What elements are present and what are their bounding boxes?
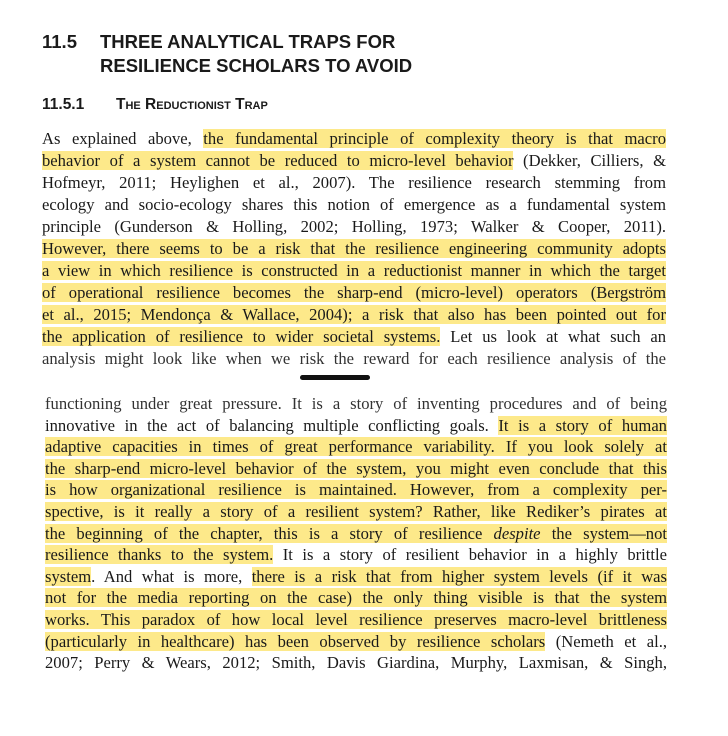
text-line	[45, 501, 667, 523]
subsection-title: The Reductionist Trap	[116, 96, 268, 113]
text-segment: 2007; Perry & Wears, 2012; Smith, Davis Giardina, Murphy, Laxmisan, & Singh,	[45, 653, 667, 673]
text-segment: ecology and socio-ecology shares this notion of emergence as a fundamental system	[42, 195, 666, 214]
text-line	[42, 150, 666, 172]
page1-body-text	[42, 128, 666, 368]
text-line	[42, 326, 666, 348]
text-line	[42, 260, 666, 282]
text-line	[45, 523, 667, 545]
text-segment: It is a story of resilient behavior in a highly brittle	[273, 545, 667, 565]
subsection-number: 11.5.1	[42, 96, 85, 113]
highlighted-text: of operational resilience becomes the sharp-end (micro-level) operators (Bergström	[42, 283, 666, 302]
text-line	[45, 436, 667, 458]
text-line	[45, 566, 667, 588]
text-line	[42, 194, 666, 216]
text-line	[45, 609, 667, 631]
highlighted-text: despite	[493, 523, 541, 543]
text-line	[45, 631, 667, 653]
text-line	[42, 216, 666, 238]
text-line	[42, 348, 666, 370]
subsection-heading	[42, 94, 268, 116]
highlighted-text: However, there seems to be a risk that the resilience engineering community adopts	[42, 239, 666, 258]
highlighted-text: not for the media reporting on the case) the only thing visible is that the system	[45, 588, 667, 608]
text-segment: (Nemeth et al.,	[545, 631, 667, 651]
text-line	[42, 304, 666, 326]
highlighted-text: spective, is it really a story of a resilient system? Rather, like Rediker’s pirates at	[45, 501, 667, 521]
text-segment: . And what is more,	[91, 566, 252, 586]
text-line	[45, 587, 667, 609]
section-number: 11.5	[42, 31, 77, 52]
text-line	[45, 415, 667, 437]
text-segment: innovative in the act of balancing multiple conflicting goals.	[45, 415, 499, 435]
highlighted-text: behavior of a system cannot be reduced to micro-level behavior	[42, 151, 514, 170]
text-segment: Hofmeyr, 2011; Heylighen et al., 2007). The resilience research stemming from	[42, 173, 666, 192]
text-segment: As explained above,	[42, 129, 204, 148]
page2-body-text	[45, 394, 668, 688]
highlighted-text: the beginning of the chapter, this is a story of resilience	[45, 523, 494, 543]
section-title-line1: THREE ANALYTICAL TRAPS FOR	[100, 31, 396, 52]
highlighted-text: It is a story of human	[498, 415, 667, 435]
highlighted-text: the fundamental principle of complexity theory is that macro	[203, 129, 666, 148]
text-segment: principle (Gunderson & Holling, 2002; Holling, 1973; Walker & Cooper, 2011).	[42, 217, 666, 236]
text-line	[45, 458, 667, 480]
highlighted-text: is how organizational resilience is maintained. However, from a complexity per-	[45, 480, 667, 500]
highlighted-text: works. This paradox of how local level resilience preserves macro-level brittleness	[45, 609, 667, 629]
highlighted-text: (particularly in healthcare) has been observed by resilience scholars	[45, 631, 546, 651]
highlighted-text: there is a risk that from higher system levels (if it was	[251, 566, 668, 586]
text-segment: (Dekker, Cilliers, &	[513, 151, 666, 170]
text-segment: Let us look at what such an	[440, 327, 666, 346]
page-divider-handle[interactable]	[300, 375, 370, 380]
section-heading	[42, 30, 412, 78]
text-segment: functioning under great pressure. It is a story of inventing procedures and of being	[45, 394, 667, 413]
highlighted-text: resilience thanks to the system.	[45, 545, 274, 565]
text-line	[45, 393, 667, 415]
text-line	[45, 544, 667, 566]
text-line	[42, 282, 666, 304]
highlighted-text: system	[45, 566, 92, 586]
highlighted-text: et al., 2015; Mendonça & Wallace, 2004); a risk that also has been pointed out for	[42, 305, 666, 324]
highlighted-text: the sharp-end micro-level behavior of the system, you might even conclude that this	[45, 458, 667, 478]
highlighted-text: the system—not	[540, 523, 668, 543]
text-line	[42, 238, 666, 260]
text-line	[42, 128, 666, 150]
text-segment: analysis might look like when we risk the reward for each resilience analysis of the	[42, 349, 666, 368]
text-line	[45, 652, 667, 674]
text-line	[45, 479, 667, 501]
section-title-line2: RESILIENCE SCHOLARS TO AVOID	[100, 55, 413, 76]
highlighted-text: the application of resilience to wider societal systems.	[42, 327, 441, 346]
text-line	[42, 172, 666, 194]
highlighted-text: adaptive capacities in times of great performance variability. If you look solely at	[45, 437, 667, 457]
highlighted-text: a view in which resilience is constructed in a reductionist manner in which the target	[42, 261, 666, 280]
